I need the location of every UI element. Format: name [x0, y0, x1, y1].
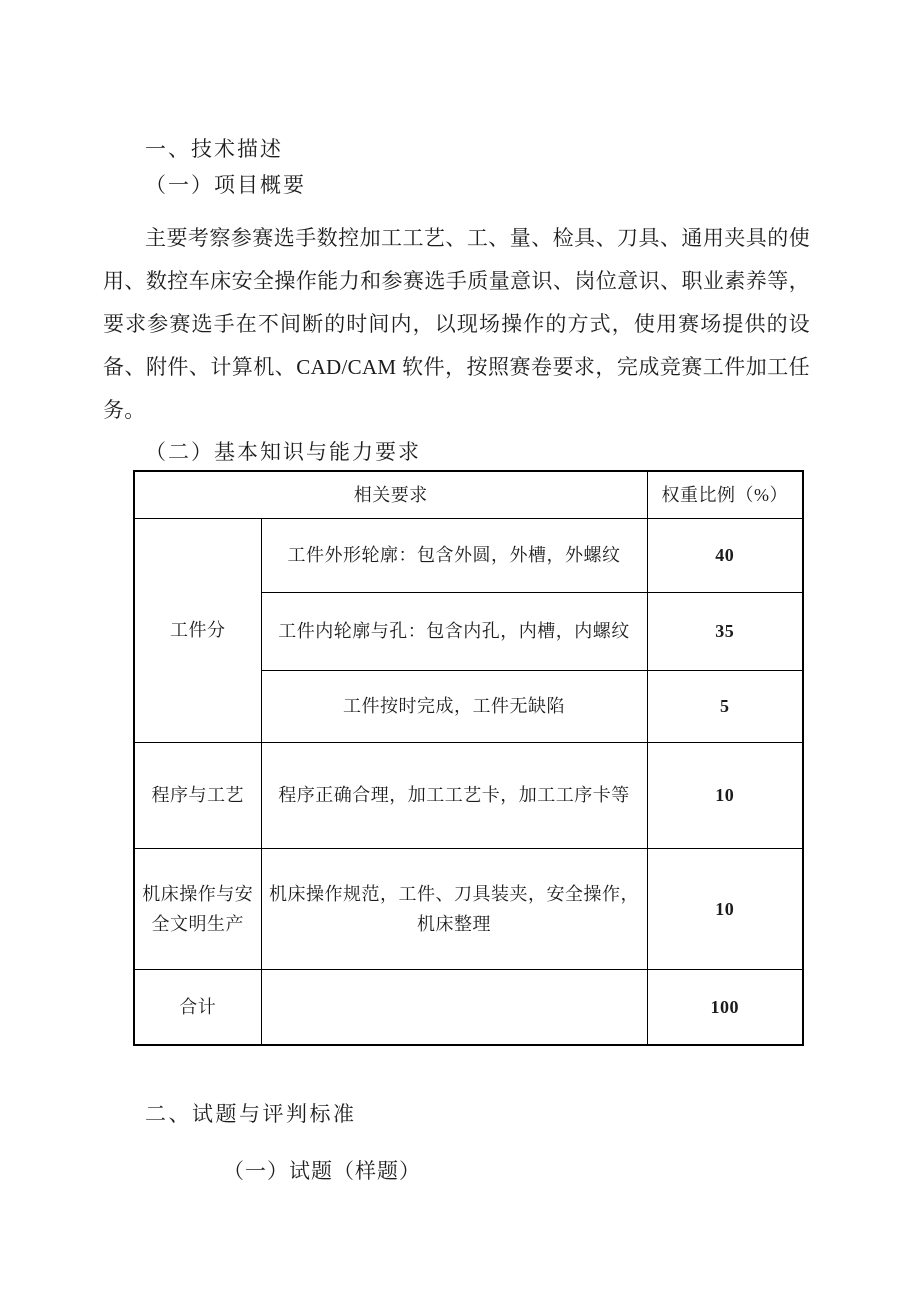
group-label-workpiece-score: 工件分: [134, 518, 261, 742]
requirements-weight-table: [133, 470, 804, 1046]
section-1-1-heading: （一）项目概要: [145, 173, 306, 197]
table-row: [134, 742, 803, 848]
requirement-cell-outer-contour: 工件外形轮廓：包含外圆，外槽，外螺纹: [261, 518, 647, 592]
weight-cell-on-time: 5: [647, 670, 803, 742]
table-row: [134, 848, 803, 969]
group-label-machine-operation: 机床操作与安全文明生产: [134, 848, 261, 969]
table-row: [134, 518, 803, 592]
requirement-cell-program: 程序正确合理，加工工艺卡，加工工序卡等: [261, 742, 647, 848]
table-row-total: [134, 969, 803, 1045]
total-label-cell: 合计: [134, 969, 261, 1045]
section-1-heading: 一、技术描述: [145, 137, 283, 161]
total-empty-cell: [261, 969, 647, 1045]
group-label-program-process: 程序与工艺: [134, 742, 261, 848]
weight-cell-machine-operation: 10: [647, 848, 803, 969]
header-cell-weight: 权重比例（%）: [647, 471, 803, 518]
weight-cell-outer-contour: 40: [647, 518, 803, 592]
requirement-cell-machine-operation: 机床操作规范，工件、刀具装夹，安全操作，机床整理: [261, 848, 647, 969]
section-2-1-heading: （一）试题（样题）: [223, 1159, 421, 1183]
requirement-cell-inner-contour: 工件内轮廓与孔：包含内孔，内槽，内螺纹: [261, 592, 647, 670]
total-weight-cell: 100: [647, 969, 803, 1045]
requirement-cell-on-time: 工件按时完成，工件无缺陷: [261, 670, 647, 742]
weight-cell-program: 10: [647, 742, 803, 848]
section-2-heading: 二、试题与评判标准: [145, 1102, 357, 1126]
section-1-2-heading: （二）基本知识与能力要求: [145, 440, 421, 464]
project-overview-paragraph: 主要考察参赛选手数控加工工艺、工、量、检具、刀具、通用夹具的使用、数控车床安全操作能力和参赛选手质量意识、岗位意识、职业素养等，要求参赛选手在不间断的时间内，以现场操作的方式，使用赛场提供的设备、附件、计算机、CAD/CAM 软件，按照赛卷要求，完成竞赛工件加工任务。: [103, 226, 810, 422]
weight-cell-inner-contour: 35: [647, 592, 803, 670]
table-row-header: [134, 471, 803, 518]
header-cell-requirements: 相关要求: [134, 471, 647, 518]
